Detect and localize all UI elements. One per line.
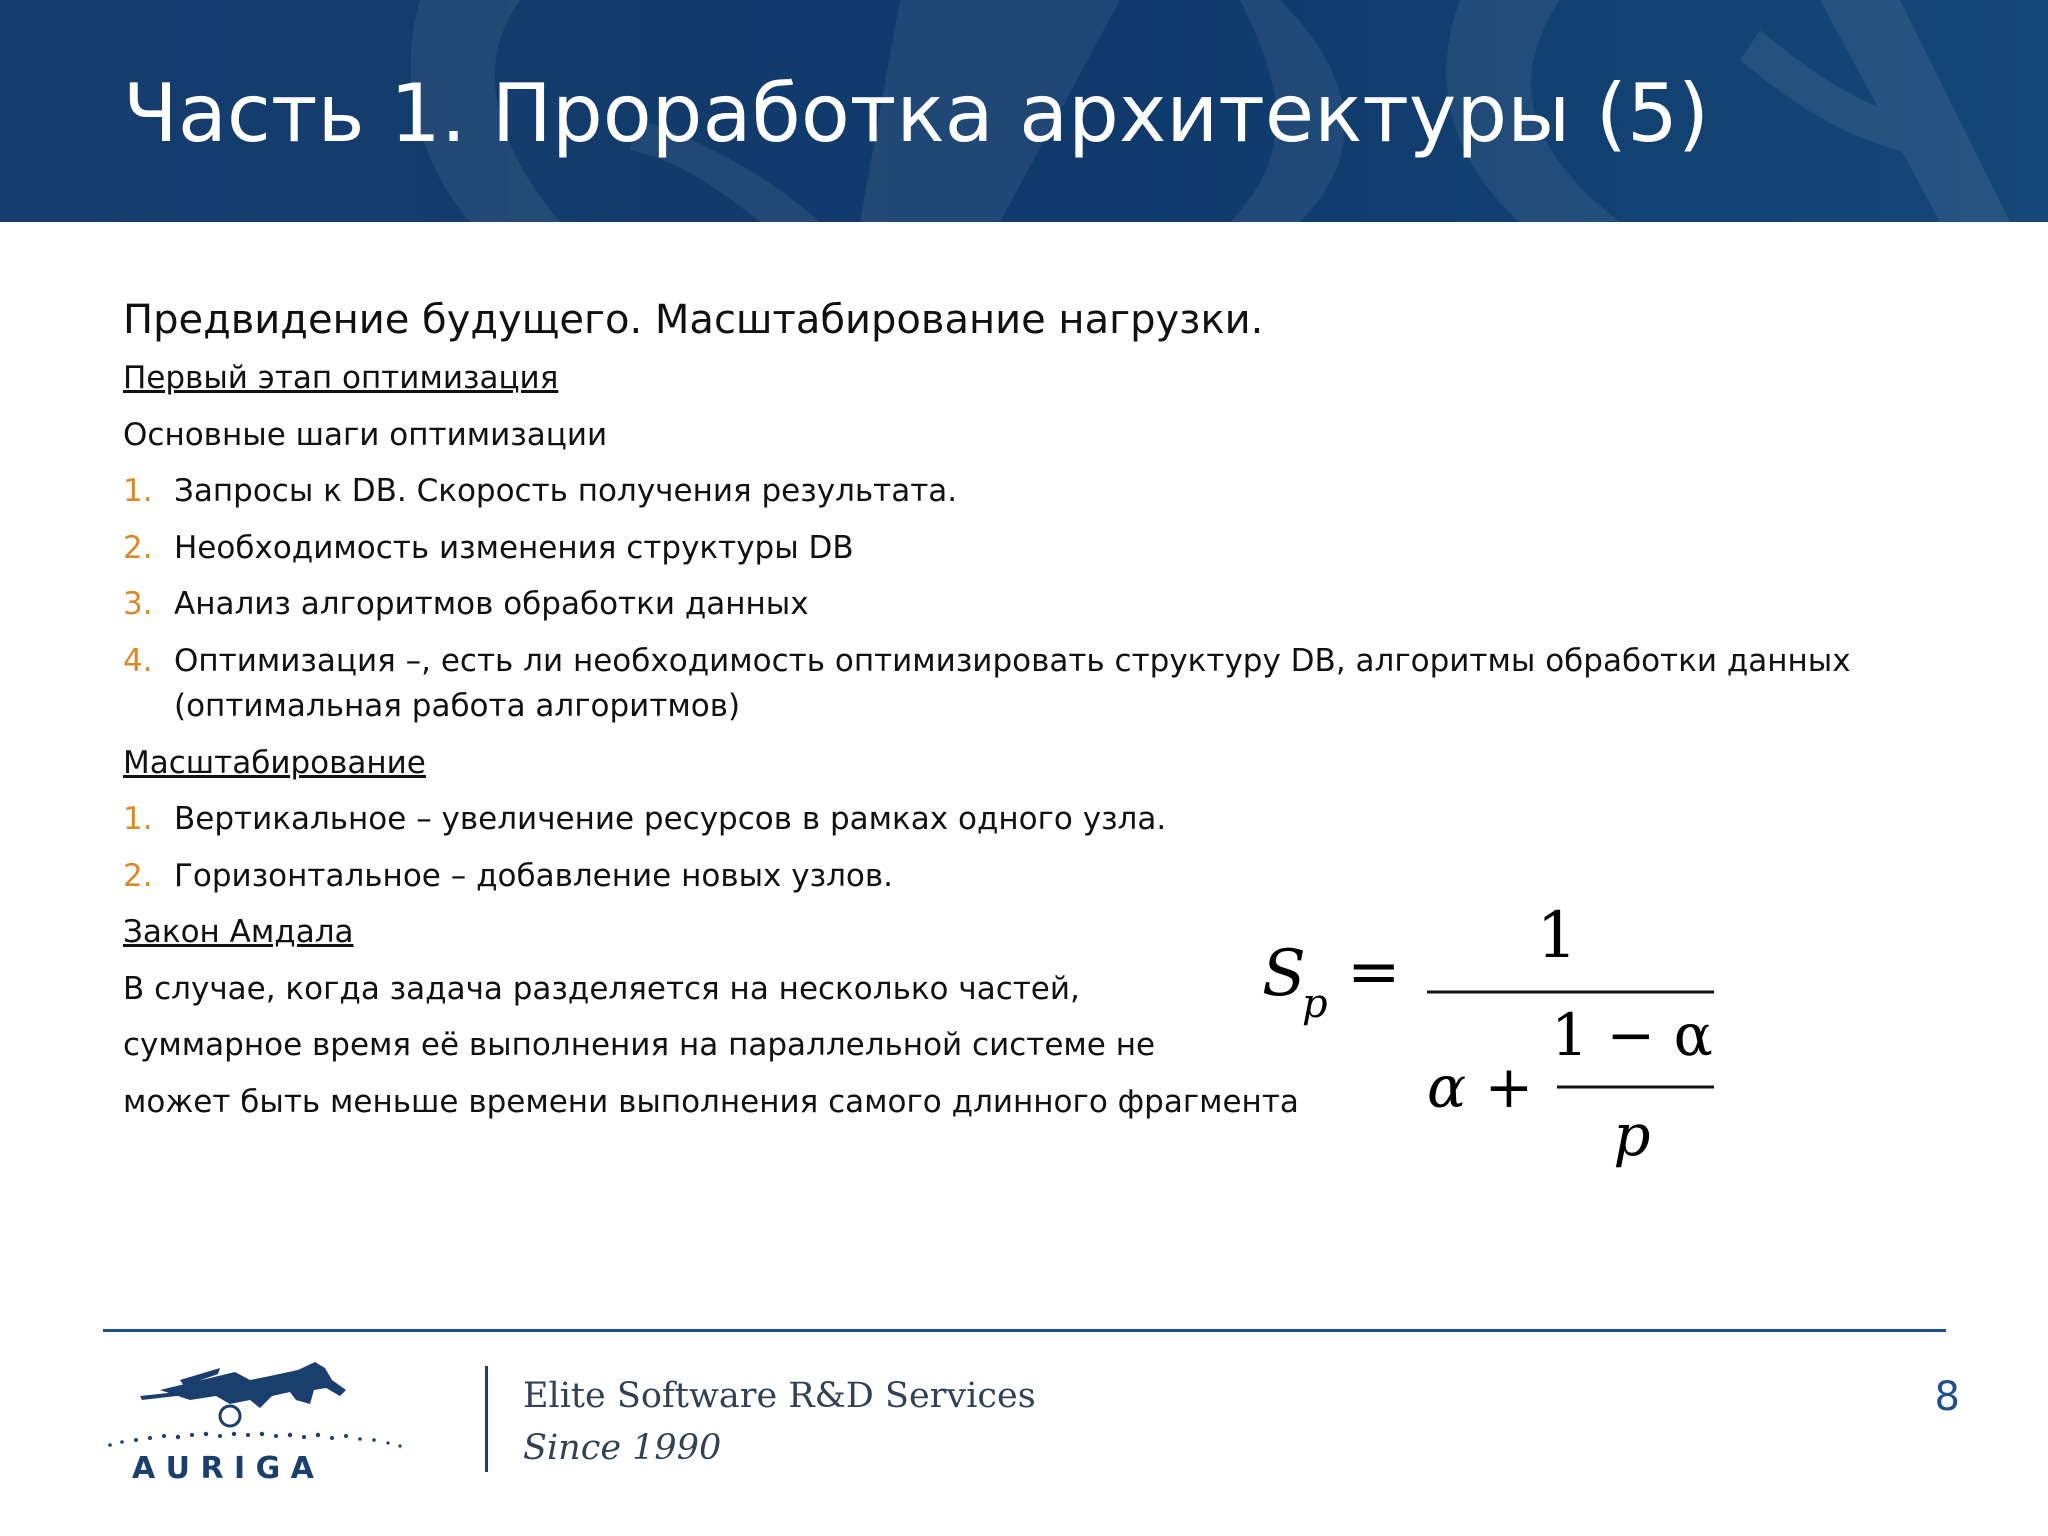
optimization-heading: Первый этап оптимизация bbox=[123, 360, 559, 396]
list-item bbox=[123, 576, 1923, 633]
list-text: Запросы к DB. Скорость получения результата. bbox=[174, 473, 958, 509]
company-tagline bbox=[523, 1370, 1036, 1474]
list-item bbox=[123, 791, 1923, 848]
company-line: Elite Software R&D Services bbox=[523, 1376, 1036, 1416]
formula-lhs-subscript: p bbox=[1302, 981, 1328, 1027]
amdahl-text-line: может быть меньше времени выполнения самого длинного фрагмента bbox=[123, 1083, 1299, 1120]
list-text: Анализ алгоритмов обработки данных bbox=[174, 586, 809, 622]
amdahl-heading: Закон Амдала bbox=[123, 914, 354, 950]
amdahl-text-line: В случае, когда задача разделяется на несколько частей, bbox=[123, 970, 1080, 1007]
slide-subtitle: Предвидение будущего. Масштабирование нагрузки. bbox=[123, 297, 1264, 343]
list-item bbox=[123, 633, 1923, 735]
slide-title: Часть 1. Проработка архитектуры (5) bbox=[123, 67, 1710, 160]
formula-lhs: S bbox=[1262, 937, 1306, 1011]
list-number: 1. bbox=[123, 473, 153, 509]
amdahl-text-line: суммарное время её выполнения на параллельной системе не bbox=[123, 1027, 1156, 1063]
amdahl-formula bbox=[1262, 895, 1722, 1185]
list-text: Горизонтальное – добавление новых узлов. bbox=[174, 857, 893, 894]
list-number: 2. bbox=[123, 529, 153, 566]
list-text: Вертикальное – увеличение ресурсов в рамках одного узла. bbox=[174, 801, 1167, 837]
formula-inner-denominator: p bbox=[1613, 1101, 1651, 1169]
list-number: 3. bbox=[123, 586, 153, 622]
list-text: Необходимость изменения структуры DB bbox=[174, 529, 854, 566]
list-number: 1. bbox=[123, 801, 153, 837]
list-item bbox=[123, 463, 1923, 520]
page-number: 8 bbox=[1934, 1374, 1960, 1420]
stars-decoration bbox=[108, 1432, 401, 1448]
chariot-horse-icon bbox=[140, 1362, 346, 1426]
list-text-continued: (оптимальная работа алгоритмов) bbox=[174, 687, 741, 724]
footer-divider bbox=[103, 1329, 1946, 1332]
scaling-heading: Масштабирование bbox=[123, 744, 426, 781]
logo-text: A U R I G A bbox=[132, 1451, 314, 1486]
list-item bbox=[123, 520, 1923, 577]
list-number: 4. bbox=[123, 642, 153, 679]
formula-alpha-plus: α + bbox=[1427, 1053, 1534, 1121]
list-text: Оптимизация –, есть ли необходимость оптимизировать структуру DB, алгоритмы обработки данных bbox=[174, 642, 1851, 679]
logo-divider bbox=[485, 1366, 488, 1472]
optimization-intro: Основные шаги оптимизации bbox=[123, 416, 608, 453]
list-number: 2. bbox=[123, 857, 153, 894]
formula-equals: = bbox=[1347, 935, 1401, 1009]
auriga-logo bbox=[100, 1350, 460, 1490]
formula-inner-numerator: 1 − α bbox=[1551, 1001, 1713, 1069]
header-banner bbox=[0, 0, 2048, 222]
company-since: Since 1990 bbox=[523, 1428, 722, 1468]
formula-numerator: 1 bbox=[1536, 899, 1578, 973]
